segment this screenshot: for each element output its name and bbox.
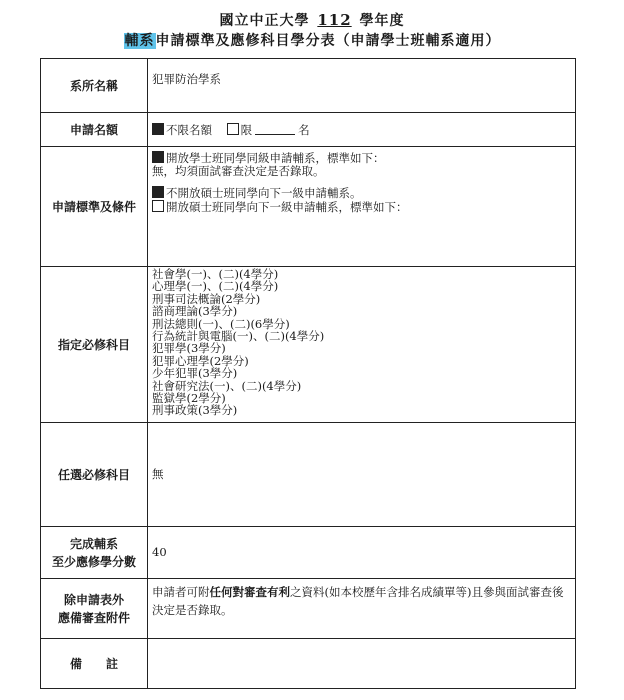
row-elective [41,423,576,527]
quota-limited-suffix: 名 [298,122,310,137]
required-course-item: 刑事司法概論(2學分) [152,291,261,306]
label-attachments-line2: 應備審查附件 [57,610,130,625]
row-criteria [41,147,576,267]
label-quota: 申請名額 [41,113,148,147]
criteria-1-text: 開放學士班同學同級申請輔系，標準如下： [166,151,385,165]
criteria-2-checkbox [152,186,164,198]
required-course-item: 監獄學(2學分) [152,391,226,406]
required-course-item: 心理學(一)、(二)(4學分) [152,279,279,294]
row-required [41,267,576,423]
attachments-text-1: 申請者可附 [152,585,210,599]
title-year-suffix: 學年度 [359,13,405,29]
label-dept: 系所名稱 [41,59,148,113]
criteria-3-text: 開放碩士班同學向下一級申請輔系，標準如下： [166,200,408,214]
attachments-text-bold: 任何對審查有利 [209,585,290,599]
required-course-item: 行為統計與電腦(一)、(二)(4學分) [152,329,325,344]
required-course-item: 諮商理論(3學分) [152,304,238,319]
required-course-item: 犯罪學(3學分) [152,341,226,356]
label-elective: 任選必修科目 [41,423,148,527]
criteria-item-1-detail: 無，均須面試審查決定是否錄取。 [152,164,325,178]
label-credits-line1: 完成輔系 [69,536,118,551]
document-subtitle [0,30,624,50]
row-dept [41,59,576,113]
required-course-item: 少年犯罪(3學分) [152,366,238,381]
value-attachments [148,579,576,639]
quota-limited-checkbox [227,123,239,135]
criteria-3-checkbox [152,200,164,212]
label-notes: 備 註 [41,639,148,689]
label-attachments-line1: 除申請表外 [63,592,124,607]
attachments-text-2: 之資料(如本校歷年含排名成績單等)且參與面試審查後決定是否錄取。 [152,585,564,617]
value-quota [148,113,576,147]
criteria-1-checkbox [152,151,164,163]
label-attachments [41,579,148,639]
label-credits-line2: 至少應修學分數 [51,554,136,569]
quota-unlimited-checkbox [152,123,164,135]
value-elective: 無 [148,423,576,527]
value-dept: 犯罪防治學系 [148,59,576,113]
criteria-item-1 [152,151,571,165]
subtitle-text: 申請標準及應修科目學分表（申請學士班輔系適用） [155,33,501,49]
row-quota [41,113,576,147]
required-course-item: 犯罪心理學(2學分) [152,353,249,368]
quota-limited-prefix: 限 [240,122,253,137]
label-credits [41,527,148,579]
title-university: 國立中正大學 [219,13,310,29]
subtitle-highlight: 輔系 [124,33,155,49]
label-criteria: 申請標準及條件 [41,147,148,267]
required-course-item: 社會學(一)、(二)(4學分) [152,267,279,281]
label-required: 指定必修科目 [41,267,148,423]
criteria-item-3 [152,200,571,214]
title-year: 112 [317,11,352,29]
value-credits: 40 [148,527,576,579]
criteria-item-2 [152,186,571,200]
value-notes [148,639,576,689]
criteria-2-text: 不開放碩士班同學向下一級申請輔系。 [166,186,362,200]
value-criteria [148,147,576,267]
value-required-courses [148,267,576,423]
document-title [0,10,624,30]
required-course-item: 刑法總則(一)、(二)(6學分) [152,316,290,331]
row-credits [41,527,576,579]
application-form-table [40,58,576,689]
row-notes [41,639,576,689]
row-attachments [41,579,576,639]
required-course-item: 刑事政策(3學分) [152,403,238,418]
required-course-item: 社會研究法(一)、(二)(4學分) [152,378,302,393]
quota-limited-blank [255,124,295,135]
quota-unlimited-label: 不限名額 [166,122,212,137]
